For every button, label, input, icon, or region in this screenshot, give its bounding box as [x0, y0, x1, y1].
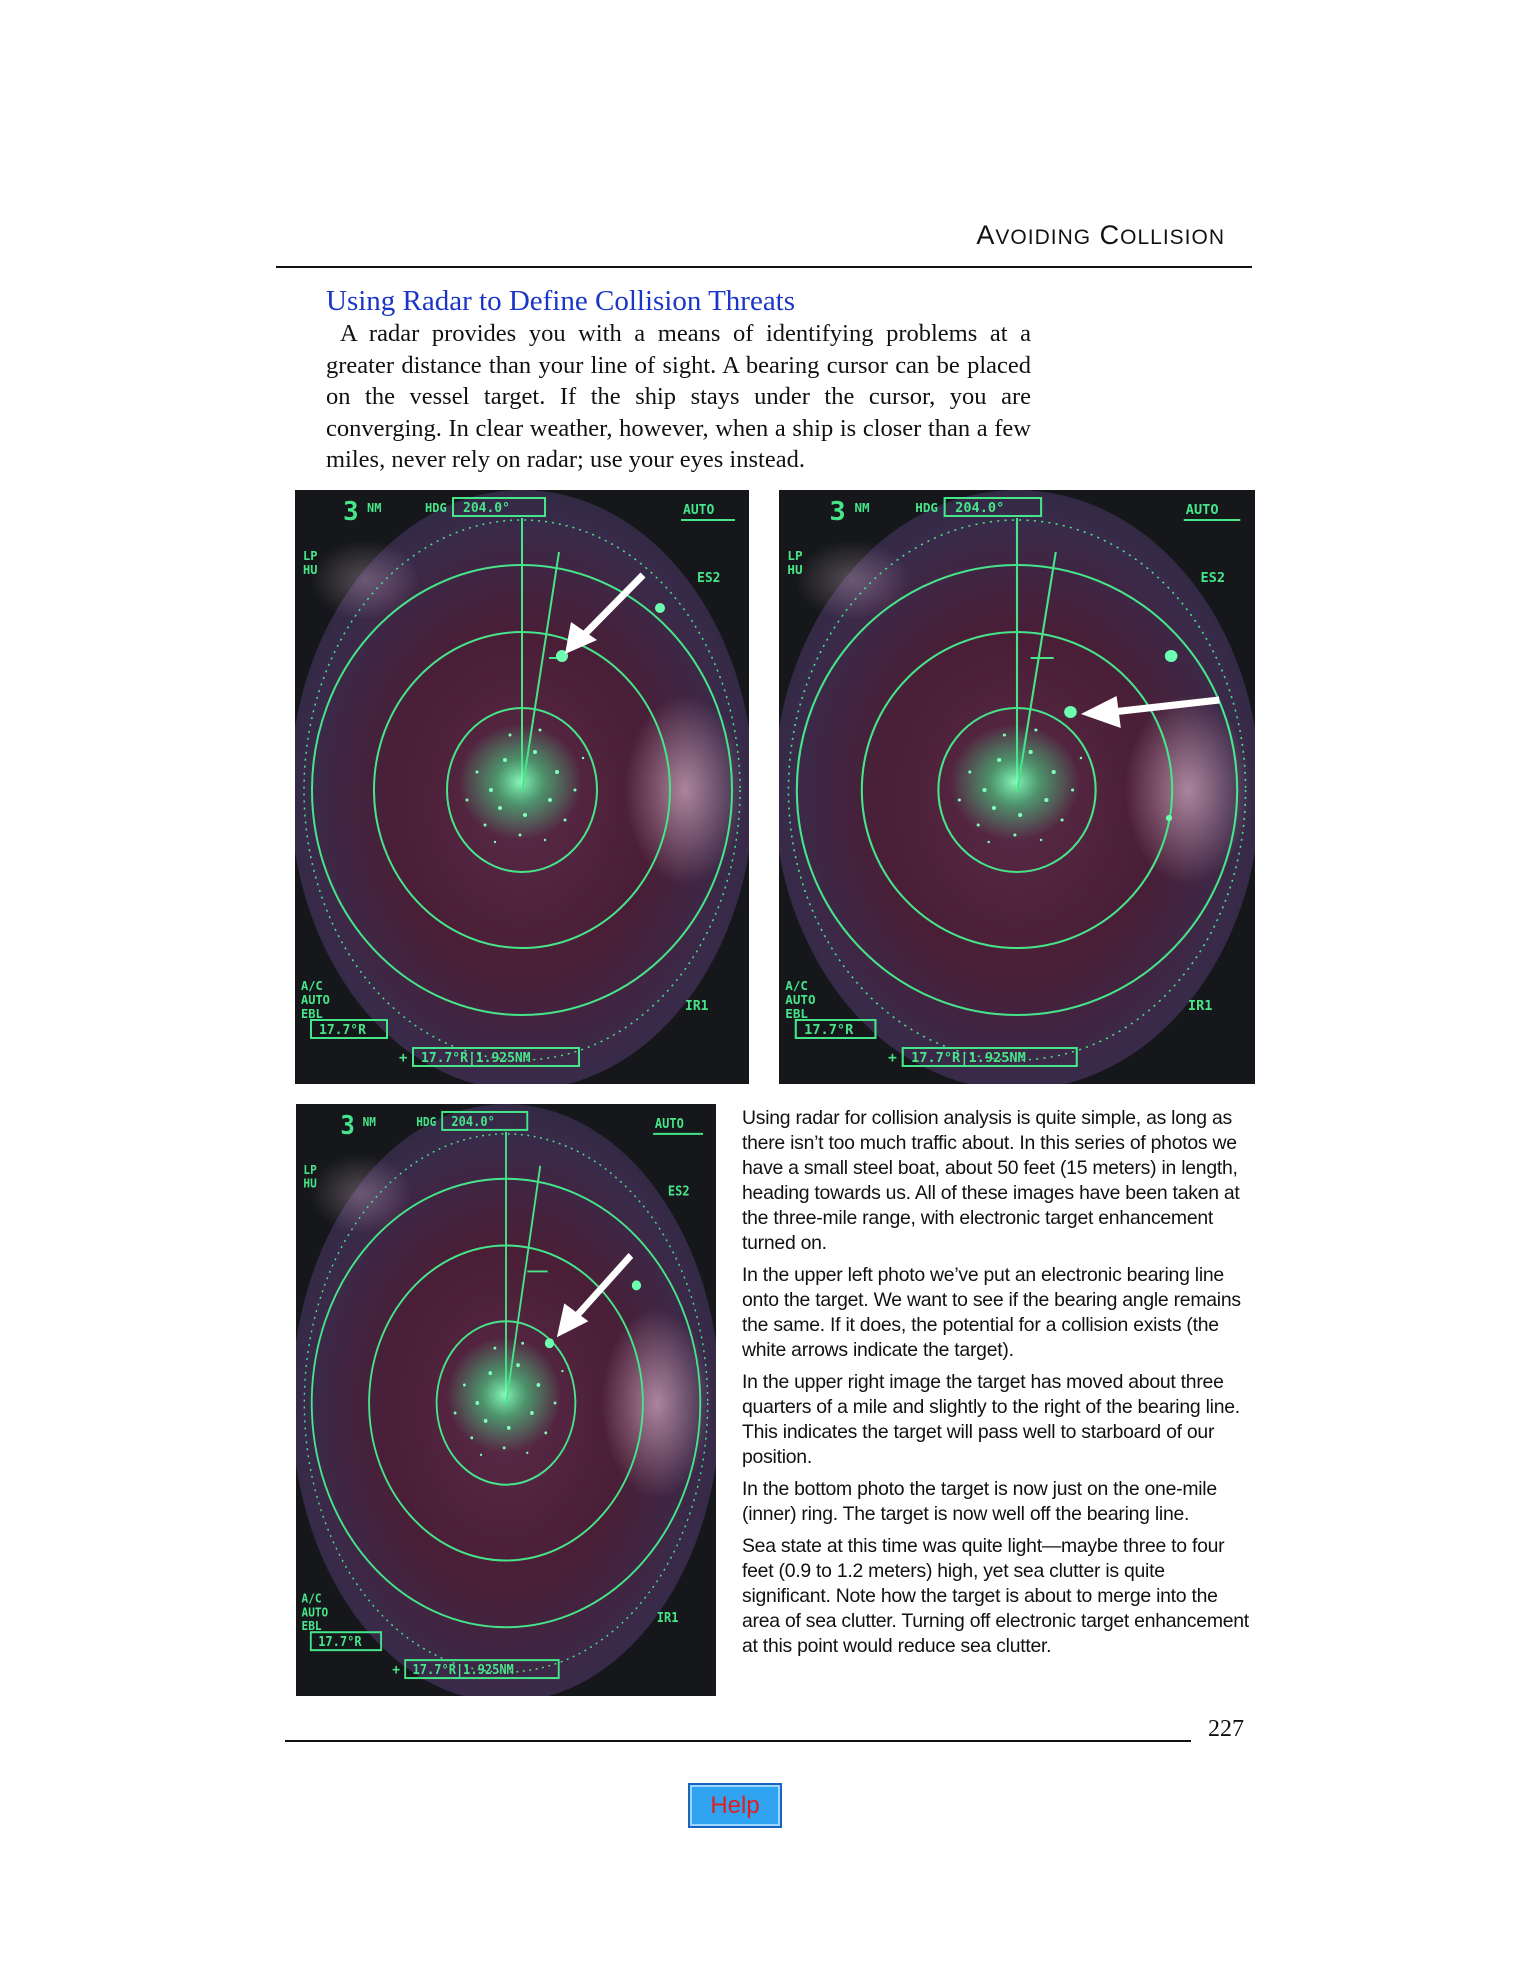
section-heading: Using Radar to Define Collision Threats: [326, 285, 796, 317]
radar-photo-upper-left: [295, 490, 749, 1084]
photo-caption: [742, 1106, 1250, 1666]
radar-screen: [295, 490, 749, 1084]
footer-rule: [285, 1740, 1191, 1742]
vessel-target: [1064, 706, 1077, 718]
header-rule: [276, 266, 1252, 268]
help-button[interactable]: Help: [688, 1783, 782, 1828]
page-number: 227: [1208, 1716, 1244, 1742]
caption-paragraph: Using radar for collision analysis is quite simple, as long as there isn’t too much traffic about. In this series of photos we have a small steel boat, about 50 feet (15 meters) in length, heading towards us. All of these images have been taken at the three-mile range, with electronic target enhancement turned on.: [742, 1107, 1240, 1254]
radar-photo-upper-right: [779, 490, 1255, 1084]
caption-paragraph: In the upper left photo we’ve put an electronic bearing line onto the target. We want to see if the bearing angle remains the same. If it does, the potential for a collision exists (the white arrows indicate the target).: [742, 1264, 1241, 1361]
other-target: [632, 1280, 641, 1290]
radar-screen: [779, 490, 1255, 1084]
other-target: [1166, 815, 1172, 821]
other-target: [655, 603, 665, 613]
caption-paragraph: In the bottom photo the target is now just on the one-mile (inner) ring. The target is now well off the bearing line.: [742, 1478, 1217, 1525]
caption-paragraph: Sea state at this time was quite light—maybe three to four feet (0.9 to 1.2 meters) high, yet sea clutter is quite significant. Note how the target is about to merge into the area of sea clutter. Turning off electronic target enhancement at this point would reduce sea clutter.: [742, 1535, 1249, 1657]
radar-screen: [296, 1104, 716, 1696]
running-header: AVOIDING COLLISION: [976, 220, 1225, 250]
caption-paragraph: In the upper right image the target has moved about three quarters of a mile and slightly to the right of the bearing line. This indicates the target will pass well to starboard of our position.: [742, 1371, 1240, 1468]
radar-photo-bottom-left: [296, 1104, 716, 1696]
intro-paragraph: A radar provides you with a means of identifying problems at a greater distance than your line of sight. A bearing cursor can be placed on the vessel target. If the ship stays under the cursor, you are converging. In clear weather, however, when a ship is closer than a few miles, never rely on radar; use your eyes instead.: [326, 320, 1031, 473]
other-target: [1165, 650, 1178, 662]
vessel-target: [545, 1338, 554, 1348]
